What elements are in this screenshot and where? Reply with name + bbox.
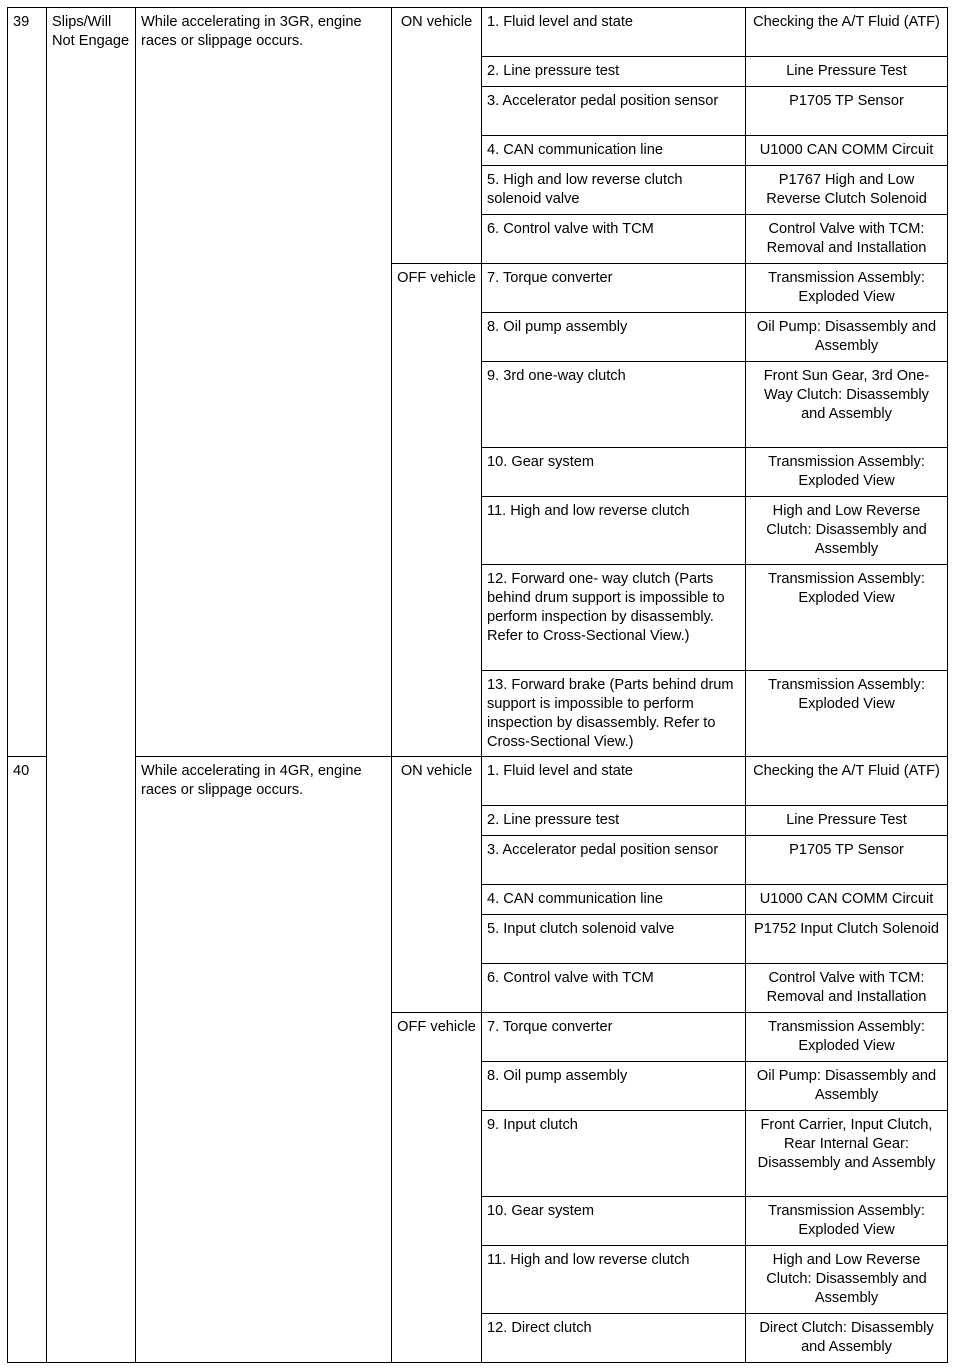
check-item: 11. High and low reverse clutch <box>482 497 746 565</box>
check-item: 10. Gear system <box>482 448 746 497</box>
reference-link[interactable]: Line Pressure Test <box>746 806 948 836</box>
reference-link[interactable]: P1705 TP Sensor <box>746 836 948 885</box>
reference-link[interactable]: Oil Pump: Disassembly and Assembly <box>746 1062 948 1111</box>
check-item: 4. CAN communication line <box>482 136 746 166</box>
check-item: 3. Accelerator pedal position sensor <box>482 836 746 885</box>
reference-link[interactable]: P1705 TP Sensor <box>746 87 948 136</box>
reference-link[interactable]: Checking the A/T Fluid (ATF) <box>746 8 948 57</box>
check-item: 4. CAN communication line <box>482 885 746 915</box>
reference-link[interactable]: U1000 CAN COMM Circuit <box>746 885 948 915</box>
table-row <box>8 757 948 806</box>
check-item: 6. Control valve with TCM <box>482 215 746 264</box>
check-item: 6. Control valve with TCM <box>482 964 746 1013</box>
item-number: 39 <box>8 8 47 757</box>
reference-link[interactable]: P1752 Input Clutch Solenoid <box>746 915 948 964</box>
reference-link[interactable]: High and Low Reverse Clutch: Disassembly and Assembly <box>746 1246 948 1314</box>
item-number: 40 <box>8 757 47 1363</box>
reference-link[interactable]: Transmission Assembly: Exploded View <box>746 448 948 497</box>
check-item: 9. Input clutch <box>482 1111 746 1197</box>
symptom-cell: Slips/Will Not Engage <box>47 8 136 1363</box>
condition-cell: OFF vehicle <box>392 264 482 757</box>
check-item: 10. Gear system <box>482 1197 746 1246</box>
check-item: 5. High and low reverse clutch solenoid valve <box>482 166 746 215</box>
diagnosis-table-body <box>8 8 948 1363</box>
reference-link[interactable]: Checking the A/T Fluid (ATF) <box>746 757 948 806</box>
check-item: 8. Oil pump assembly <box>482 1062 746 1111</box>
reference-link[interactable]: Front Carrier, Input Clutch, Rear Internal Gear: Disassembly and Assembly <box>746 1111 948 1197</box>
diagnosis-table <box>7 7 948 1363</box>
check-item: 2. Line pressure test <box>482 57 746 87</box>
check-item: 1. Fluid level and state <box>482 8 746 57</box>
reference-link[interactable]: Transmission Assembly: Exploded View <box>746 671 948 757</box>
check-item: 2. Line pressure test <box>482 806 746 836</box>
check-item: 12. Direct clutch <box>482 1314 746 1363</box>
reference-link[interactable]: Line Pressure Test <box>746 57 948 87</box>
reference-link[interactable]: Direct Clutch: Disassembly and Assembly <box>746 1314 948 1363</box>
check-item: 5. Input clutch solenoid valve <box>482 915 746 964</box>
reference-link[interactable]: Control Valve with TCM: Removal and Installation <box>746 215 948 264</box>
reference-link[interactable]: Control Valve with TCM: Removal and Installation <box>746 964 948 1013</box>
reference-link[interactable]: High and Low Reverse Clutch: Disassembly and Assembly <box>746 497 948 565</box>
check-item: 13. Forward brake (Parts behind drum support is impossible to perform inspection by disassembly. Refer to Cross-Sectional View.) <box>482 671 746 757</box>
condition-cell: ON vehicle <box>392 8 482 264</box>
check-item: 1. Fluid level and state <box>482 757 746 806</box>
reference-link[interactable]: Transmission Assembly: Exploded View <box>746 264 948 313</box>
check-item: 11. High and low reverse clutch <box>482 1246 746 1314</box>
check-item: 9. 3rd one-way clutch <box>482 362 746 448</box>
check-item: 12. Forward one- way clutch (Parts behind drum support is impossible to perform inspection by disassembly. Refer to Cross-Sectional View.) <box>482 565 746 671</box>
reference-link[interactable]: Transmission Assembly: Exploded View <box>746 1197 948 1246</box>
symptom-description: While accelerating in 4GR, engine races or slippage occurs. <box>136 757 392 1363</box>
condition-cell: OFF vehicle <box>392 1013 482 1363</box>
condition-cell: ON vehicle <box>392 757 482 1013</box>
check-item: 8. Oil pump assembly <box>482 313 746 362</box>
check-item: 7. Torque converter <box>482 1013 746 1062</box>
reference-link[interactable]: U1000 CAN COMM Circuit <box>746 136 948 166</box>
reference-link[interactable]: P1767 High and Low Reverse Clutch Solenoid <box>746 166 948 215</box>
symptom-description: While accelerating in 3GR, engine races or slippage occurs. <box>136 8 392 757</box>
reference-link[interactable]: Transmission Assembly: Exploded View <box>746 1013 948 1062</box>
table-row <box>8 8 948 57</box>
reference-link[interactable]: Oil Pump: Disassembly and Assembly <box>746 313 948 362</box>
check-item: 7. Torque converter <box>482 264 746 313</box>
reference-link[interactable]: Transmission Assembly: Exploded View <box>746 565 948 671</box>
check-item: 3. Accelerator pedal position sensor <box>482 87 746 136</box>
reference-link[interactable]: Front Sun Gear, 3rd One-Way Clutch: Disassembly and Assembly <box>746 362 948 448</box>
